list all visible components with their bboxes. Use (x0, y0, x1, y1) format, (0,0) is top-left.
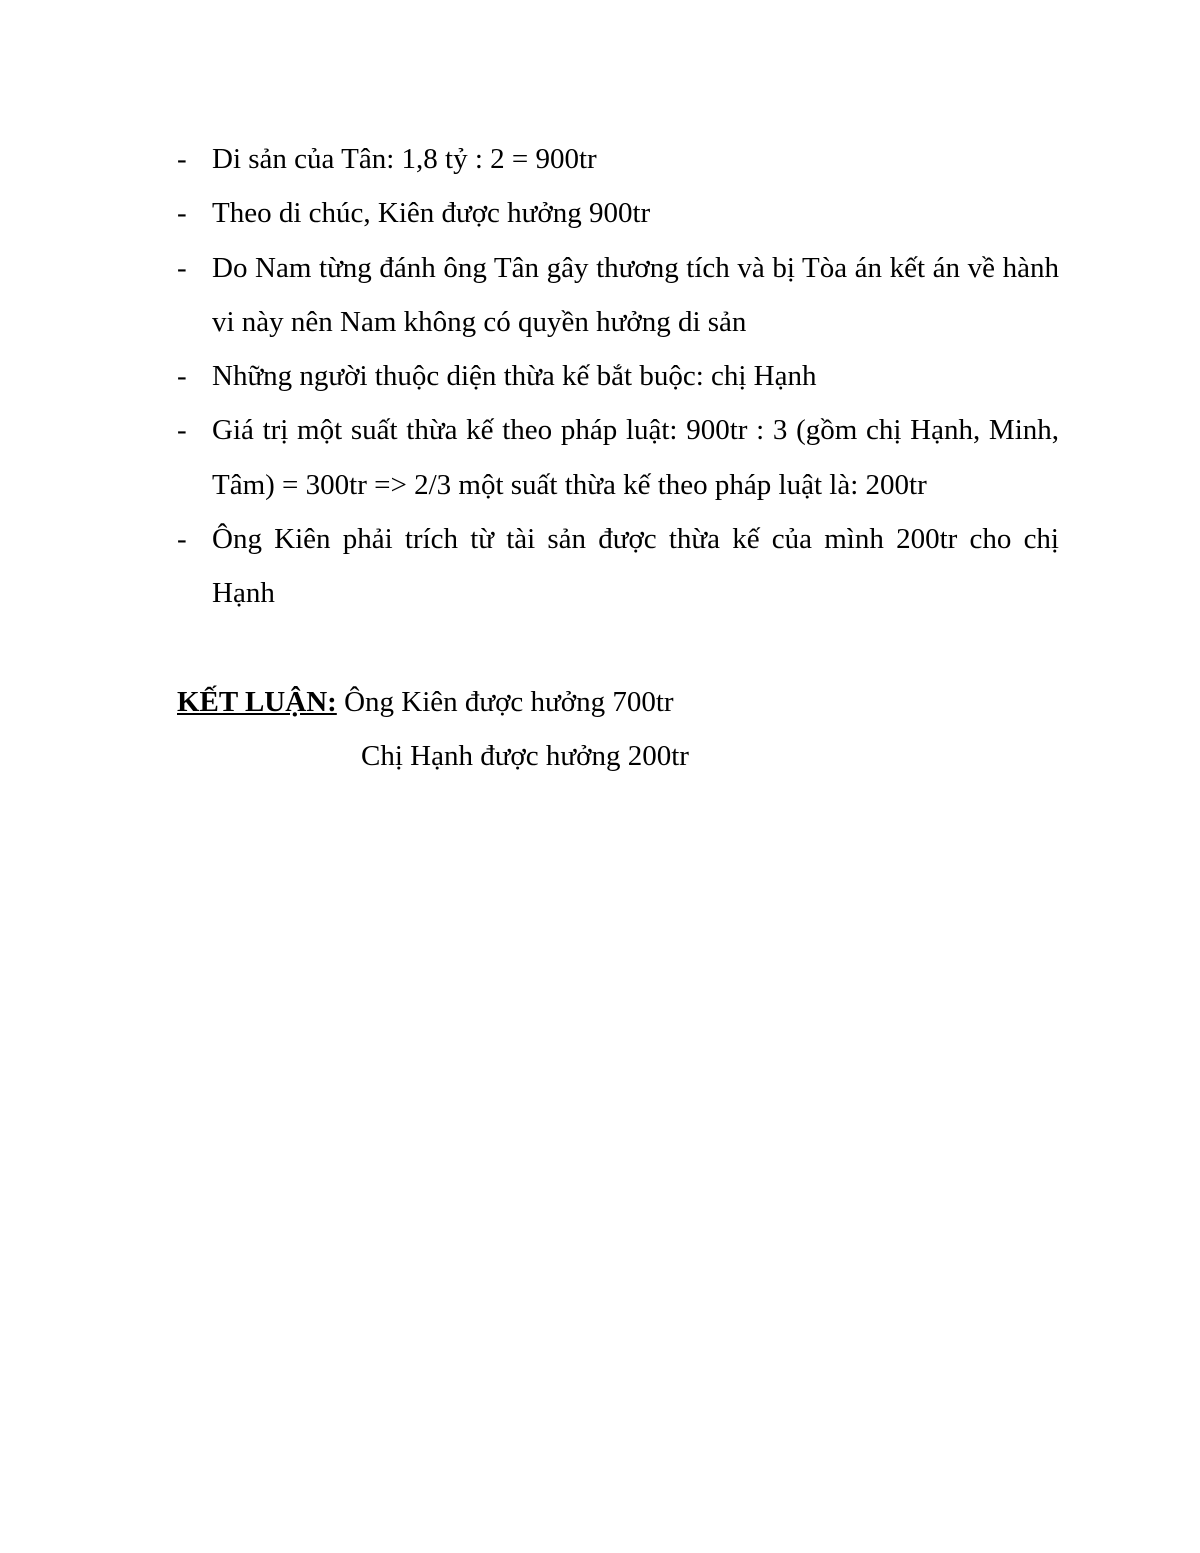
conclusion-label: KẾT LUẬN: (177, 686, 337, 718)
list-item (177, 241, 1059, 350)
conclusion-line-1 (177, 675, 1059, 729)
bullet-dash: - (177, 197, 187, 230)
bullet-text: Theo di chúc, Kiên được hưởng 900tr (212, 197, 651, 230)
bullet-text: Giá trị một suất thừa kế theo pháp luật: 900tr : 3 (gồm chị Hạnh, Minh, Tâm) = 300tr => 2/3 một suất thừa kế theo pháp luật là: 200tr (212, 414, 1059, 501)
bullet-text: Những người thuộc diện thừa kế bắt buộc: chị Hạnh (212, 360, 817, 393)
bullet-dash: - (177, 143, 187, 175)
conclusion-text-2: Chị Hạnh được hưởng 200tr (361, 740, 689, 773)
bullet-dash: - (177, 251, 187, 284)
bullet-dash: - (177, 414, 187, 447)
list-item (177, 512, 1059, 621)
bullet-dash: - (177, 360, 187, 393)
bullet-dash: - (177, 523, 187, 556)
list-item (177, 186, 1059, 240)
list-item (177, 403, 1059, 512)
conclusion-text-1: Ông Kiên được hưởng 700tr (336, 686, 674, 718)
list-item (177, 132, 1059, 186)
bullet-text: Do Nam từng đánh ông Tân gây thương tích và bị Tòa án kết án về hành vi này nên Nam không có quyền hưởng di sản (212, 251, 1059, 338)
bullet-list (177, 132, 1059, 621)
bullet-text: Di sản của Tân: 1,8 tỷ : 2 = 900tr (212, 143, 597, 175)
conclusion (177, 675, 1059, 784)
list-item (177, 349, 1059, 403)
conclusion-line-2 (177, 729, 1059, 783)
bullet-text: Ông Kiên phải trích từ tài sản được thừa kế của mình 200tr cho chị Hạnh (212, 523, 1059, 610)
